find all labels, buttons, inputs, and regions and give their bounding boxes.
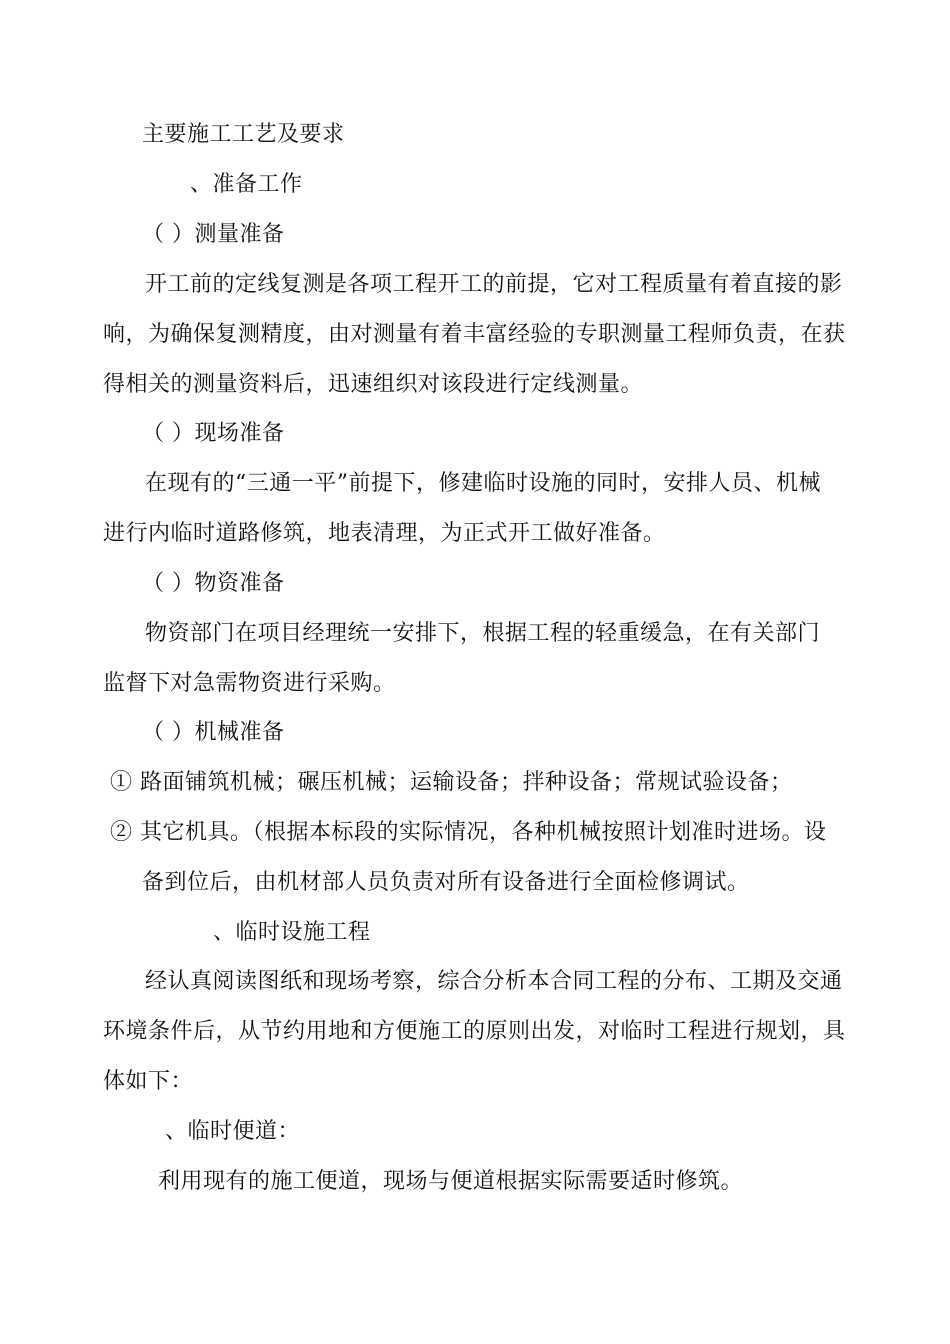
section-title: 主要施工工艺及要求 bbox=[142, 122, 345, 147]
paragraph-line: 利用现有的施工便道，现场与便道根据实际需要适时修筑。 bbox=[158, 1169, 744, 1194]
paragraph-line: 进行内临时道路修筑，地表清理，为正式开工做好准备。 bbox=[103, 521, 666, 546]
item-heading: 、临时便道： bbox=[165, 1119, 301, 1144]
paragraph-line: 监督下对急需物资进行采购。 bbox=[103, 671, 396, 696]
item-heading: （ ）物资准备 bbox=[142, 571, 285, 596]
paragraph-line: 备到位后，由机材部人员负责对所有设备进行全面检修调试。 bbox=[142, 870, 750, 895]
paragraph-line: 开工前的定线复测是各项工程开工的前提，它对工程质量有着直接的影 bbox=[145, 272, 843, 297]
item-heading: （ ）现场准备 bbox=[142, 421, 285, 446]
paragraph-line: 得相关的测量资料后，迅速组织对该段进行定线测量。 bbox=[103, 372, 644, 397]
paragraph-line: 环境条件后，从节约用地和方便施工的原则出发，对临时工程进行规划，具 bbox=[103, 1019, 846, 1044]
paragraph-line: 在现有的“三通一平”前提下，修建临时设施的同时，安排人员、机械 bbox=[145, 471, 821, 496]
list-item: ① 路面铺筑机械；碾压机械；运输设备；拌种设备；常规试验设备； bbox=[110, 770, 793, 795]
paragraph-line: 体如下： bbox=[103, 1069, 194, 1094]
item-heading: （ ）测量准备 bbox=[142, 222, 285, 247]
paragraph-line: 经认真阅读图纸和现场考察，综合分析本合同工程的分布、工期及交通 bbox=[145, 969, 843, 994]
subsection-heading: 、临时设施工程 bbox=[213, 920, 371, 945]
item-heading: （ ）机械准备 bbox=[142, 720, 285, 745]
paragraph-line: 物资部门在项目经理统一安排下，根据工程的轻重缓急，在有关部门 bbox=[145, 621, 821, 646]
list-item: ② 其它机具。（根据本标段的实际情况，各种机械按照计划准时进场。设 bbox=[110, 820, 827, 845]
paragraph-line: 响，为确保复测精度，由对测量有着丰富经验的专职测量工程师负责，在获 bbox=[103, 322, 846, 347]
subsection-heading: 、准备工作 bbox=[190, 172, 303, 197]
